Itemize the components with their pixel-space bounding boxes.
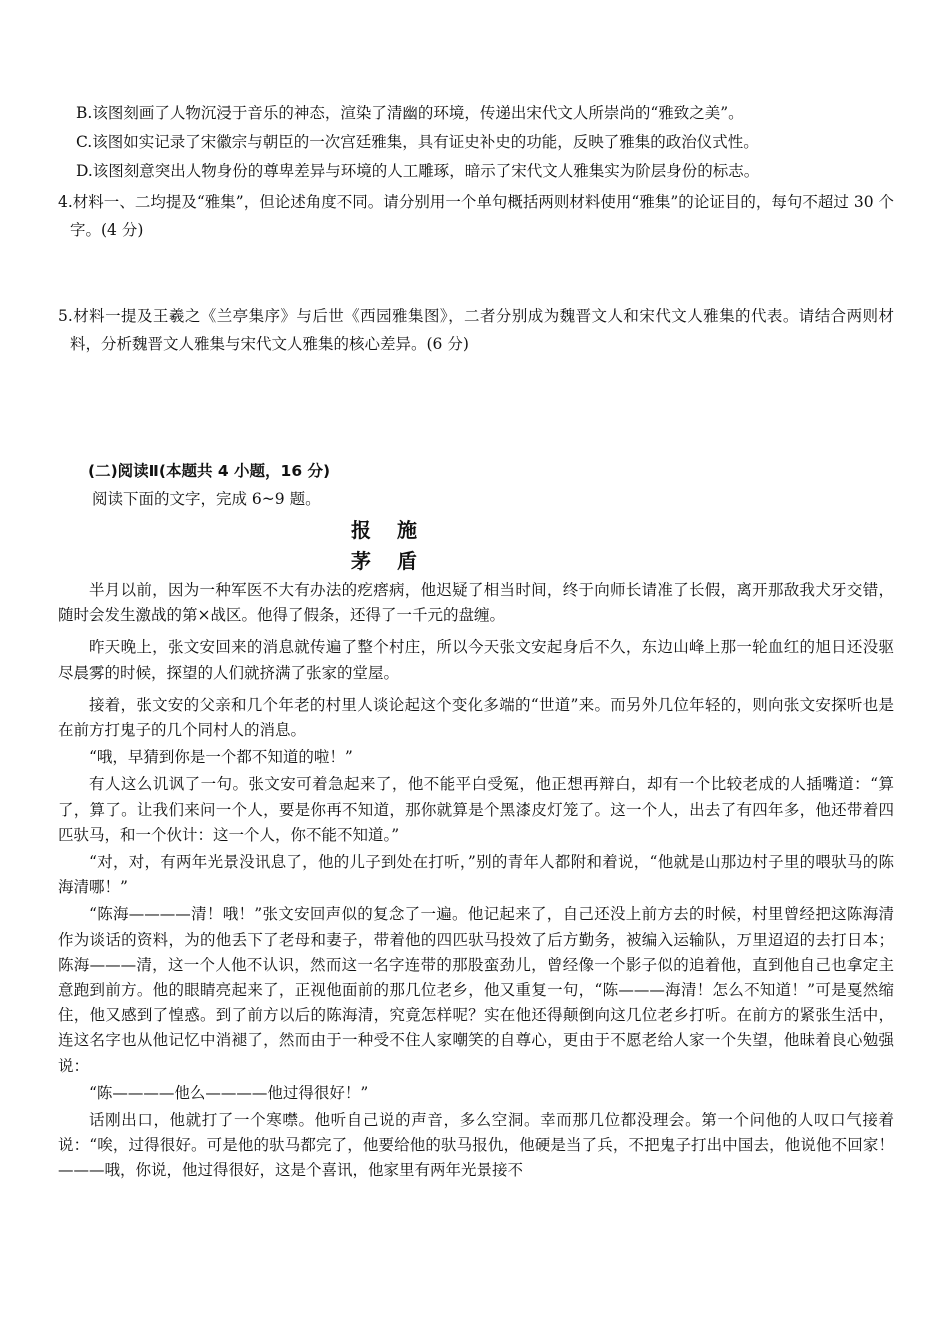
- article-author: 茅盾: [351, 549, 443, 573]
- article-body: [58, 578, 894, 1184]
- article-paragraph: “哦，早猜到你是一个都不知道的啦！”: [89, 748, 353, 767]
- section-instruction: 阅读下面的文字，完成 6~9 题。: [92, 490, 321, 508]
- article-paragraph: 话刚出口，他就打了一个寒噤。他听自己说的声音，多么空洞。幸而那几位都没理会。第一个问他的人叹口气接着说：“唉，过得很好。可是他的驮马都完了，他要给他的驮马报仇，他硬是当了兵，不把鬼子打出中国去，他说他不回家！———哦，你说，他过得很好，这是个喜讯，他家里有两年光景接不: [58, 1111, 894, 1180]
- article-paragraph: 半月以前，因为一种军医不大有办法的疙瘩病，他迟疑了相当时间，终于向师长请准了长假，离开那敌我犬牙交错，随时会发生激战的第×战区。他得了假条，还得了一千元的盘缠。: [58, 581, 894, 625]
- option-b: B.该图刻画了人物沉浸于音乐的神态，渲染了清幽的环境，传递出宋代文人所崇尚的“雅致之美”。: [76, 104, 744, 122]
- article-title: 报施: [351, 518, 443, 542]
- option-d: D.该图刻意突出人物身份的尊卑差异与环境的人工雕琢，暗示了宋代文人雅集实为阶层身份的标志。: [76, 162, 760, 180]
- article-paragraph: “陈海————清！哦！”张文安回声似的复念了一遍。他记起来了，自己还没上前方去的时候，村里曾经把这陈海清作为谈话的资料，为的他丢下了老母和妻子，带着他的四匹驮马投效了后方勤务，被编入运输队，万里迢迢的去打日本；陈海———清，这一个人他不认识，然而这一名字连带的那股蛮劲儿，曾经像一个影子似的追着他，直到他自己也拿定主意跑到前方。他的眼睛亮起来了，正视他面前的那几位老乡，他又重复一句，“陈———海清！怎么不知道！”可是戛然缩住，他又感到了惶惑。到了前方以后的陈海清，究竟怎样呢？实在他还得颠倒向这几位老乡打听。在前方的紧张生活中，连这名字也从他记忆中消褪了，然而由于一种受不住人家嘲笑的自尊心，更由于不愿老给人家一个失望，他昧着良心勉强说：: [58, 905, 894, 1075]
- article-paragraph: 接着，张文安的父亲和几个年老的村里人谈论起这个变化多端的“世道”来。而另外几位年轻的，则向张文安探听也是在前方打鬼子的几个同村人的消息。: [58, 695, 894, 740]
- question-5: 5.材料一提及王羲之《兰亭集序》与后世《西园雅集图》，二者分别成为魏晋文人和宋代文人雅集的代表。请结合两则材料，分析魏晋文人雅集与宋代文人雅集的核心差异。(6 分): [58, 307, 894, 353]
- article-paragraph: “对，对，有两年光景没讯息了，他的儿子到处在打听，”别的青年人都附和着说，“他就是山那边村子里的喂驮马的陈海清哪！”: [58, 853, 894, 897]
- article-paragraph: 有人这么讥讽了一句。张文安可着急起来了，他不能平白受冤，他正想再辩白，却有一个比较老成的人插嘴道：“算了，算了。让我们来问一个人，要是你再不知道，那你就算是个黑漆皮灯笼了。这一个人，出去了有四年多，他还带着四匹驮马，和一个伙计：这一个人，你不能不知道。”: [58, 775, 894, 844]
- article-paragraph: “陈————他么————他过得很好！”: [89, 1083, 369, 1102]
- question-4: 4.材料一、二均提及“雅集”，但论述角度不同。请分别用一个单句概括两则材料使用“雅集”的论证目的，每句不超过 30 个字。(4 分): [58, 193, 894, 239]
- option-c: C.该图如实记录了宋徽宗与朝臣的一次宫廷雅集，具有证史补史的功能，反映了雅集的政治仪式性。: [76, 133, 759, 151]
- section-heading: (二)阅读Ⅱ(本题共 4 小题，16 分): [88, 462, 331, 480]
- article-paragraph: 昨天晚上，张文安回来的消息就传遍了整个村庄，所以今天张文安起身后不久，东边山峰上那一轮血红的旭日还没驱尽晨雾的时候，探望的人们就挤满了张家的堂屋。: [58, 638, 894, 682]
